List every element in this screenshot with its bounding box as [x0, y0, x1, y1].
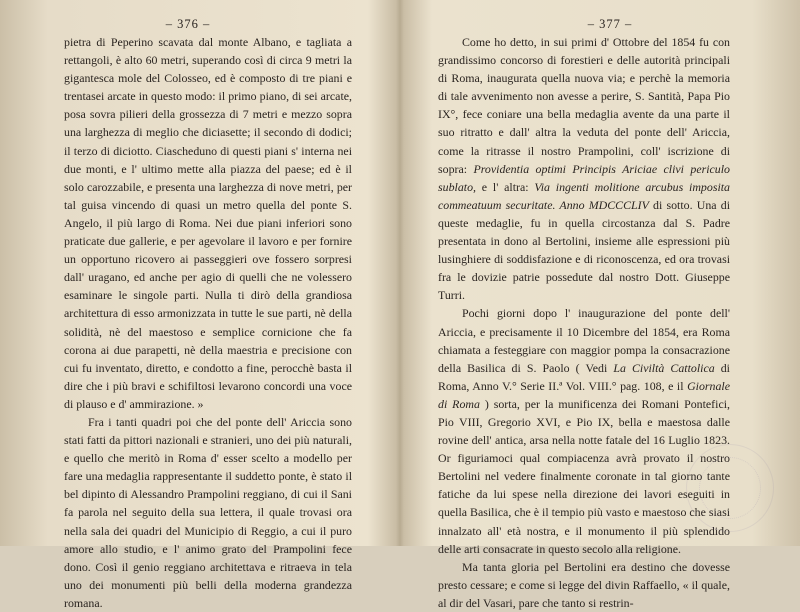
- citation-civilta-cattolica: La Civiltà Cattolica: [613, 360, 715, 375]
- left-page-body: [64, 33, 352, 612]
- left-page: [0, 0, 400, 610]
- right-page: [400, 0, 800, 610]
- right-paragraph-2: Pochi giorni dopo l' inaugurazione del ponte dell' Ariccia, e precisamente il 10 Dicembre del 1854, era Roma chiamata a festeggiare con maggior pompa la consacrazione della Basilica di S. Paolo ( Vedi La Civiltà Cattolica di Roma, Anno V.° Serie II.ª Vol. VIII.° pag. 108, e il Giornale di Roma ) sorta, per la munificenza dei Romani Pontefici, Pio VIII, Gregorio XVI, e Pio IX, bella e maestosa dalle rovine dell' antica, arsa nella notte fatale del 16 Luglio 1823. Or figuriamoci qual compiacenza avrà provato il nostro Bertolini nel vedere finalmente coronate in tal giorno tante fatiche da lui spese nella direzione dei lavori eseguiti in quella Basilica, che è il tempio più vasto e maestoso che siasi innalzato all' età nostra, e il monumento il più splendido delle arti consacrate in questo secolo alla religione.: [438, 306, 730, 556]
- medal-inscription-top: Providentia optimi Principis Ariciae clivi periculo sublato,: [438, 161, 730, 194]
- right-paragraph-3: Ma tanta gloria pel Bertolini era destino che dovesse presto cessare; e come si legge del divin Raffaello, « il quale, al dir del Vasari, pare che tanto si restrin-: [438, 559, 730, 610]
- left-paragraph-1: pietra di Peperino scavata dal monte Albano, e tagliata a rettangoli, è alto 60 metri, superando così di circa 9 metri la gigantesca mole del Colosseo, ed è composto di tre piani e trentasei arcate in questo modo: il primo piano, di sei arcate, posa sovra pilieri della grossezza di 7 metri e mezzo sopra una larghezza di meglio che diciasette; il secondo di dodici; il terzo di diciotto. Ciascheduno di questi piani s' interna nei due monti, e l' ultimo mette alla piazza del paese; ed è il solo carozzabile, e presenta una larghezza di nove metri, per tal guisa vincendo di quasi un metro quella del ponte S. Angelo, il più largo di Roma. Nei due piani inferiori sono praticate due gallerie, e per agevolare il lavoro e per fornire un opportuno ricovero ai passeggieri ove fossero sorpresi dall' uragano, ed anche per agio di quelli che ne volessero esaminare le singole parti. Nulla ti dirò della grandiosa architettura di esso armonizzata in tutte le sue parti, nè della solidità, nè del maestoso e semplice cornicione che fa corona ai due parapetti, nè della maestria e precisione con cui fu inventato, diretto, e condotto a fine, perocchè basta il dire che i più bravi e schifiltosi levarono concordi una voce di plauso e d' ammirazione. »: [64, 35, 352, 411]
- right-page-body: [438, 33, 730, 612]
- left-paragraph-2: Fra i tanti quadri poi che del ponte dell' Ariccia sono stati fatti da pittori nazionali e stranieri, uno dei più naturali, e quello che meritò in Roma d' esser scelto a modello per fare una medaglia rappresentante il suddetto ponte, è stato il bel dipinto di Alessandro Prampolini reggiano, di cui il Sani fa parola nel seguito della sua lettera, il quale trovasi ora nella sala dei quadri del Municipio di Reggio, a cui il puro amore allo studio, e l' animo grato del Prampolini fece dono. Così il genio reggiano architettava e ritraeva in tela uno dei monumenti più belli della moderna grandezza romana.: [64, 414, 352, 610]
- medal-inscription-bottom: Via ingenti molitione arcubus imposita commeatuum securitate. Anno MDCCCLIV: [438, 179, 730, 212]
- right-paragraph-1: Come ho detto, in sui primi d' Ottobre del 1854 fu con grandissimo concorso di forestieri e delle autorità principali di Roma, inaugurata quella nuova via; e perchè la memoria di tale avvenimento non avesse a perire, S. Santità, Papa Pio IX°, fece coniare una bella medaglia avente da una parte il suo ritratto e dall' altra la veduta del ponte dell' Ariccia, come la ritrasse il nostro Prampolini, coll' iscrizione di sopra: Providentia optimi Principis Ariciae clivi periculo sublato, e l' altra: Via ingenti molitione arcubus imposita commeatuum securitate. Anno MDCCCLIV di sotto. Una di queste medaglie, fu in quella circostanza dal S. Padre presentata in dono al Bertolini, insieme alle espressioni più lusinghiere di soddisfazione e di riconoscenza, ed ora trovasi fra le dovizie patrie possedute dal nostro Dott. Giuseppe Turri.: [438, 35, 731, 303]
- page-number-right: – 377 –: [587, 17, 633, 31]
- library-stamp-icon: [686, 444, 774, 532]
- citation-giornale-di-roma: Giornale di Roma: [438, 378, 730, 411]
- page-number-left: – 376 –: [165, 17, 211, 31]
